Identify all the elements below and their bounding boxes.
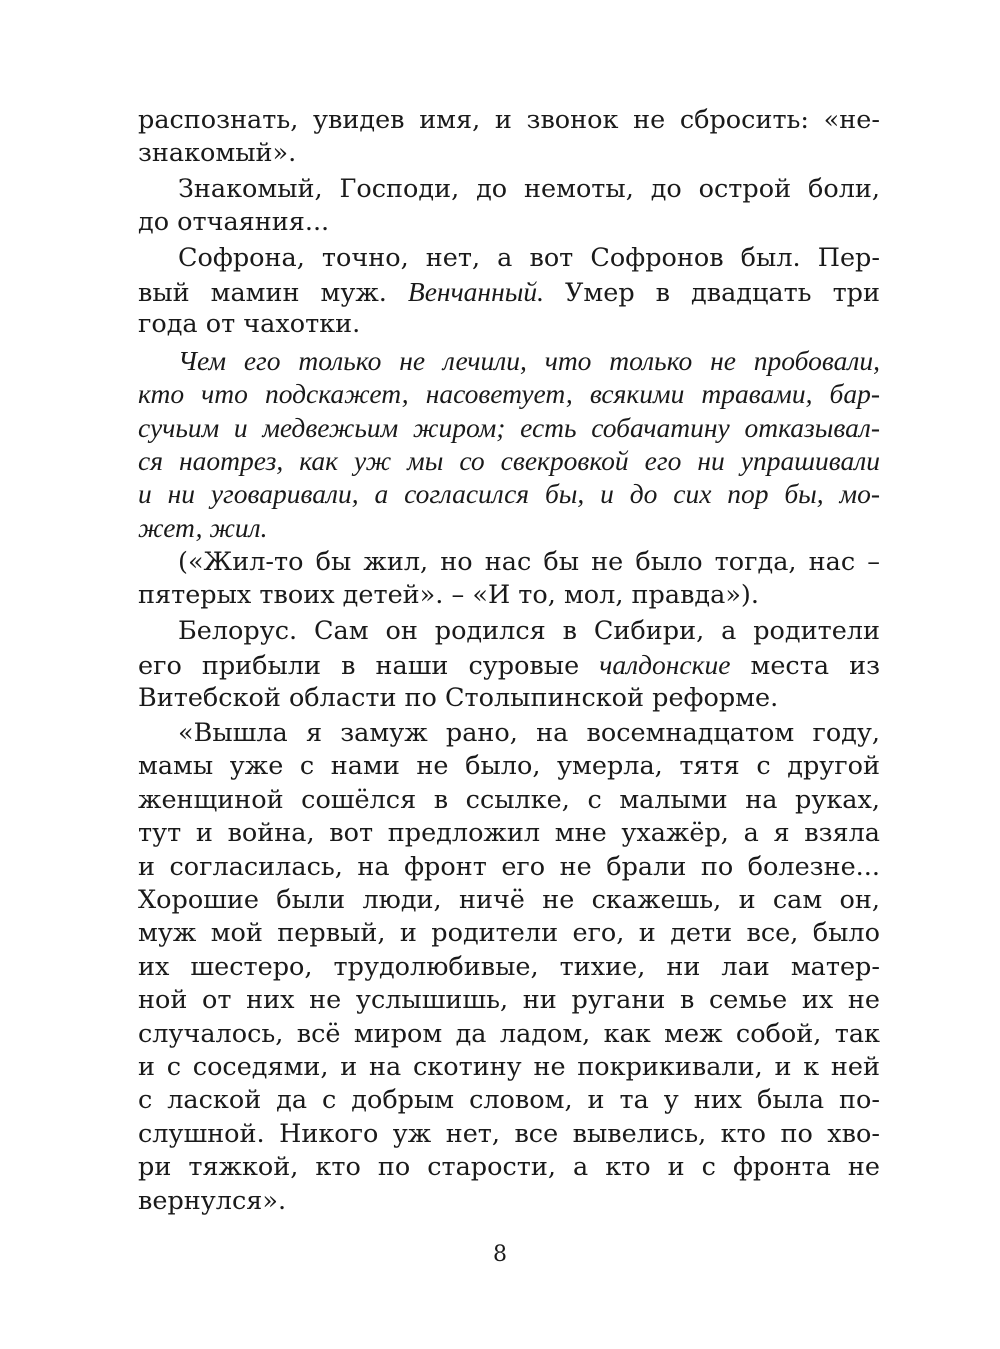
text-line: «Вышла я замуж рано, на восемнадцатом году, (178, 718, 880, 749)
text-line: и ни уговаривали, а согласился бы, и до сих пор бы, мо- (138, 478, 880, 510)
text-line: ся наотрез, как уж мы со свекровкой его ни упрашивали (138, 444, 880, 476)
text-line: знакомый». (138, 138, 297, 169)
text-fragment: его прибыли в наши суровые (138, 651, 580, 682)
emphasis-word: Венчанный. (407, 275, 544, 307)
text-line: с лаской да с добрым словом, и та у них была по- (138, 1085, 880, 1116)
text-line: случалось, всё миром да ладом, как меж собой, так (138, 1018, 880, 1049)
text-line: вернулся». (138, 1185, 287, 1216)
text-line: сучьим и медвежьим жиром; есть собачатину отказывал- (138, 411, 880, 443)
text-line: Знакомый, Господи, до немоты, до острой боли, (178, 173, 880, 204)
text-line: мамы уже с нами не было, умерла, тятя с другой (138, 751, 880, 782)
text-line: слушной. Никого уж нет, все вывелись, кто по хво- (138, 1118, 880, 1149)
text-line: их шестеро, трудолюбивые, тихие, ни лаи матер- (138, 951, 880, 982)
text-line: пятерых твоих детей». – «И то, мол, правда»). (138, 580, 759, 611)
paragraph (138, 615, 880, 715)
text-line: распознать, увидев имя, и звонок не сбросить: «не- (138, 105, 880, 135)
text-line: («Жил-то бы жил, но нас бы не было тогда, нас – (178, 547, 880, 578)
text-line: и согласилась, на фронт его не брали по болезне... (138, 851, 880, 882)
paragraph (138, 173, 880, 240)
page-number: 8 (493, 1242, 507, 1267)
text-line: и с соседями, и на скотину не покрикивали, и к ней (138, 1051, 880, 1082)
italic-quote-paragraph (138, 344, 880, 544)
paragraph (138, 546, 880, 613)
text-fragment: Умер в двадцать три (564, 277, 880, 308)
text-line: до отчаяния... (138, 207, 330, 238)
text-line: ной от них не услышишь, ни ругани в семье их не (138, 985, 880, 1016)
text-line: женщиной сошёлся в ссылке, с малыми на руках, (138, 784, 880, 815)
text-fragment: места из (750, 651, 880, 682)
text-line: Белорус. Сам он родился в Сибири, а родители (178, 615, 880, 646)
paragraph (138, 242, 880, 342)
text-line (138, 648, 880, 681)
text-line: Витебской области по Столыпинской реформе. (138, 682, 779, 713)
emphasis-word: чалдонские (599, 649, 731, 681)
text-line: Чем его только не лечили, что только не пробовали, (178, 344, 880, 376)
text-fragment: вый мамин муж. (138, 277, 387, 308)
text-line: жет, жил. (138, 511, 268, 543)
text-line: года от чахотки. (138, 309, 361, 340)
paragraph (138, 717, 880, 1218)
text-line: кто что подскажет, насоветует, всякими травами, бар- (138, 378, 880, 410)
body-text (138, 104, 880, 1218)
text-line: тут и война, вот предложил мне ухажёр, а я взяла (138, 818, 880, 849)
text-line (138, 275, 880, 308)
text-line: Хорошие были люди, ничё не скажешь, и сам он, (138, 884, 880, 915)
text-line: ри тяжкой, кто по старости, а кто и с фронта не (138, 1152, 880, 1183)
paragraph (138, 104, 880, 171)
text-line: Софрона, точно, нет, а вот Софронов был. Пер- (178, 242, 880, 273)
text-line: муж мой первый, и родители его, и дети все, было (138, 918, 880, 949)
